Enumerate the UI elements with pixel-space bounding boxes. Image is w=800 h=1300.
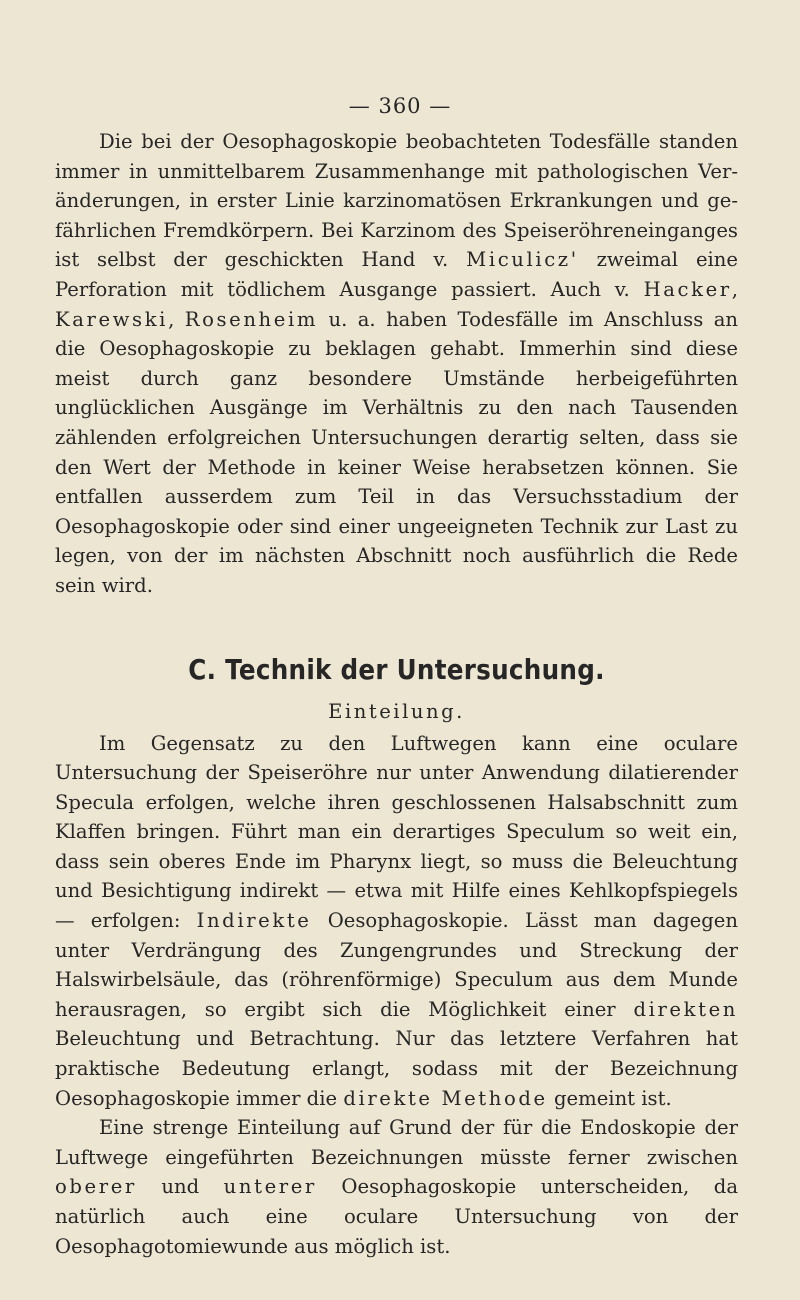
text-segment: gemeint ist. <box>553 1086 672 1110</box>
paragraph-classification <box>55 729 738 1114</box>
section-title: C. Technik der Untersuchung. <box>188 652 605 686</box>
text-segment: Beleuchtung und Betrachtung. Nur das letztere Verfahren hat praktische Bedeutung erlangt, sodass mit der Bezeichnung Oesophagoskopie immer die <box>55 1027 738 1110</box>
text-segment: Oesophagoskopie. Lässt man dagegen unter Verdrängung des Zungengrundes und Streckung der Halswirbelsäule, das (röhrenförmige) Speculum aus dem Munde herausragen, so ergibt sich die Möglichkeit einer <box>55 909 738 1021</box>
paragraph-mortality <box>55 127 738 601</box>
author-name-karewski: Karewski <box>55 307 169 331</box>
text-segment: Eine strenge Einteilung auf Grund der für die Endoskopie der Luftwege eingeführten Bezeichnungen müsste ferner zwischen <box>55 1116 738 1169</box>
page-number: — 360 — <box>348 94 452 118</box>
emphasis-unterer: unterer <box>223 1175 317 1199</box>
text-segment: , <box>168 307 175 331</box>
text-segment: Oesophagoskopie unterscheiden, da natürlich auch eine oculare Untersuchung von der Oesophagotomiewunde aus möglich ist. <box>55 1175 739 1258</box>
text-segment: Im Gegensatz zu den Luftwegen kann eine oculare Untersuchung der Speiseröhre nur unter Anwendung dilatierender Specula erfolgen, welche ihren geschlossenen Halsabschnitt zum Klaffen bringen. Führt man ein derartiges Speculum so weit ein, dass sein oberes Ende im Pharynx liegt, so muss die Beleuchtung und Besichtigung indirekt — etwa mit Hilfe eines Kehlkopfspiegels — erfolgen: <box>55 731 738 933</box>
emphasis-oberer: oberer <box>55 1175 137 1199</box>
body-text <box>55 127 738 1261</box>
author-name-hacker: Hacker <box>643 277 732 301</box>
text-segment: und <box>161 1175 200 1199</box>
emphasis-direkten: direkten <box>633 997 738 1021</box>
text-segment: zweimal eine Perforation mit tödlichem Ausgange passiert. Auch v. <box>55 248 739 301</box>
author-name-rosenheim: Rosenheim <box>184 307 319 331</box>
author-name-miculicz: Miculicz' <box>466 248 579 272</box>
text-segment: , <box>731 277 739 301</box>
emphasis-direkte-methode: direkte Methode <box>343 1086 548 1110</box>
text-segment: u. a. haben Todesfälle im Anschluss an die Oesophagoskopie zu beklagen gehabt. Immerhin sind diese meist durch ganz besondere Umstände herbeigeführten unglücklichen Ausgänge im Verhältnis zu den nach Tausenden zählenden erfolgreichen Untersuchungen derartig selten, dass sie den Wert der Methode in keiner Weise herabsetzen können. Sie entfallen ausserdem zum Teil in das Versuchsstadium der Oesophagoskopie oder sind einer ungeeigneten Technik zur Last zu legen, von der im nächsten Abschnitt noch ausführlich die Rede sein wird. <box>55 307 738 597</box>
emphasis-indirekte: Indirekte <box>196 909 312 933</box>
section-subtitle: Einteilung. <box>328 699 465 723</box>
text-segment: Die bei der Oesophagoskopie beobachteten Todesfälle standen immer in unmittelbarem Zusammenhange mit pathologischen Veränderungen, in erster Linie karzinomatösen Erkrankungen und gefährlichen Fremdkörpern. Bei Karzinom des Speiseröhreneinganges ist selbst der geschickten Hand v. <box>55 130 738 272</box>
paragraph-upper-lower <box>55 1113 738 1261</box>
